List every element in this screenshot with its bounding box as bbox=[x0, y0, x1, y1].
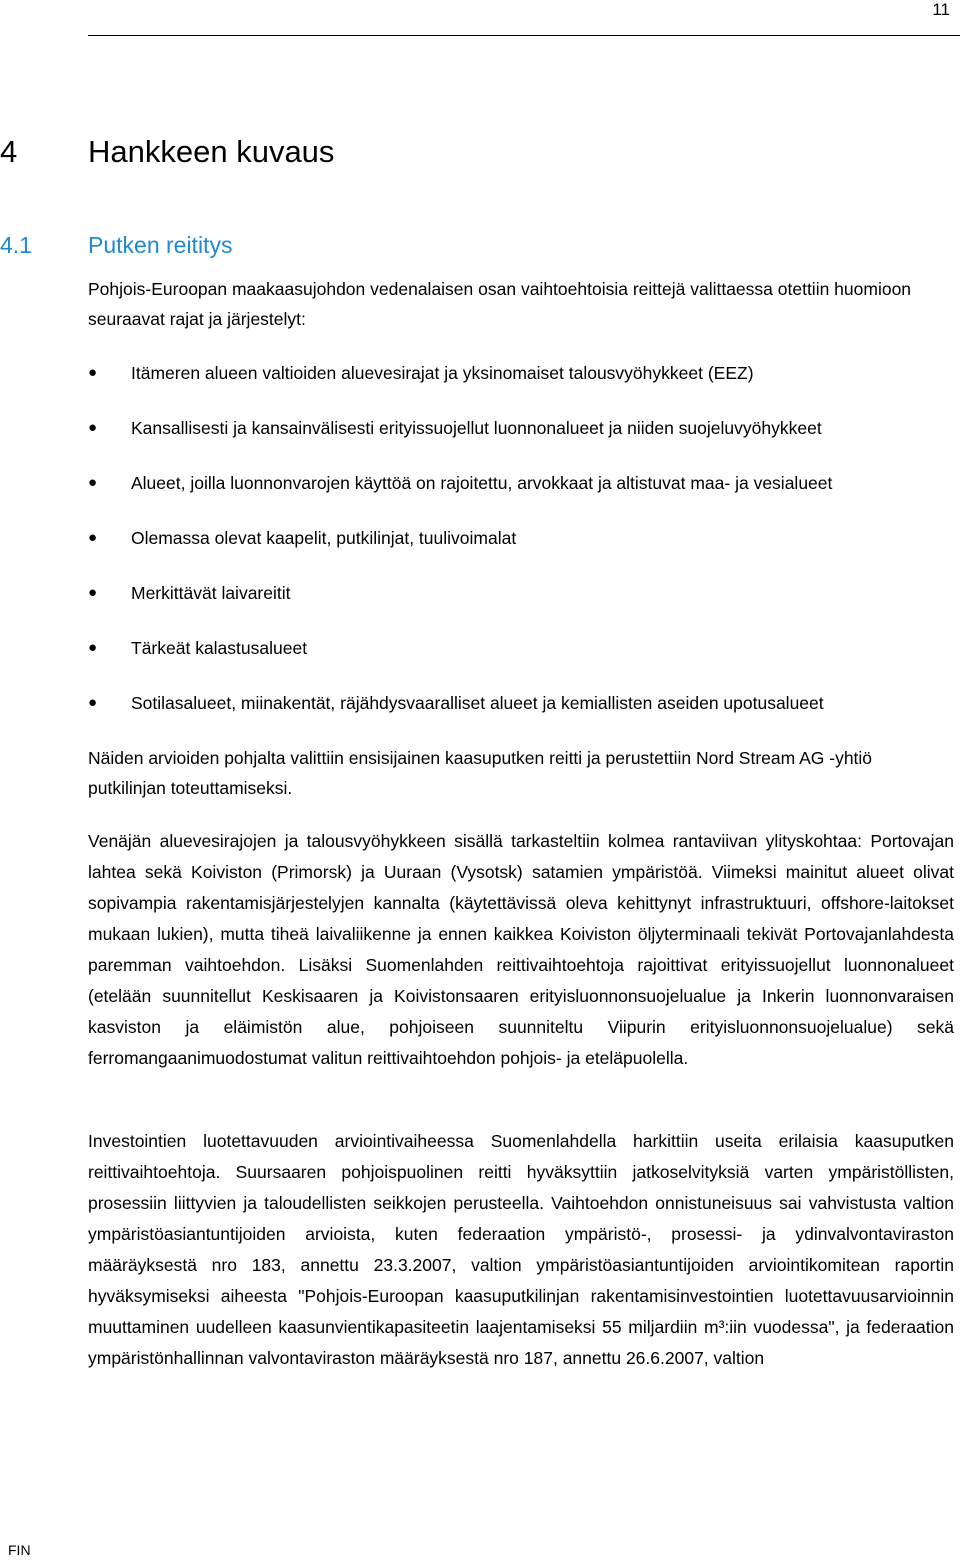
list-item-text: Itämeren alueen valtioiden aluevesirajat ja yksinomaiset talousvyöhykkeet (EEZ) bbox=[131, 363, 754, 383]
paragraph-text: Investointien luotettavuuden arviointivaiheessa Suomenlahdella harkittiin useita erilaisia kaasuputken reittivaihtoehtoja. Suursaaren pohjoispuolinen reitti hyväksyttiin jatkoselvityksiä varten ympäristöllisten, prosessiin liittyvien ja taloudellisten seikkojen perusteella. Vaihtoehdon onnistuneisuus sai vahvistusta valtion ympäristöasiantuntijoiden arvioista, kuten federaation ympäristö-, prosessi- ja ydinvalvontaviraston määräyksestä nro 183, annettu 23.3.2007, valtion ympäristöasiantuntijoiden arviointikomitean raportin hyväksymiseksi aiheesta "Pohjois-Euroopan kaasuputkilinjan rakentamisinvestointien luotettavuusarvioinnin muuttaminen uudelleen kaasunvientikapasiteetin laajentamiseksi 55 miljardiin m³:iin vuodessa", ja federaation ympäristönhallinnan valvontaviraston määräyksestä nro 187, annettu 26.6.2007, valtion bbox=[88, 1131, 954, 1368]
header-rule bbox=[88, 35, 960, 36]
list-item bbox=[88, 358, 960, 413]
footer-language-code: FIN bbox=[8, 1542, 31, 1558]
list-item-text: Olemassa olevat kaapelit, putkilinjat, tuulivoimalat bbox=[131, 528, 517, 548]
paragraph-russian-waters bbox=[88, 826, 954, 1074]
intro-paragraph bbox=[88, 274, 954, 334]
page-number: 11 bbox=[932, 0, 950, 19]
section-title: Putken reititys bbox=[88, 232, 233, 258]
list-item bbox=[88, 578, 960, 633]
bullet-icon: ● bbox=[88, 474, 98, 491]
list-item-text: Merkittävät laivareitit bbox=[131, 583, 291, 603]
paragraph-investment-assessment bbox=[88, 1126, 954, 1374]
section-heading bbox=[0, 230, 232, 260]
list-item bbox=[88, 633, 960, 688]
list-item-text: Tärkeät kalastusalueet bbox=[131, 638, 308, 658]
bullet-icon: ● bbox=[88, 364, 98, 381]
intro-text: Pohjois-Euroopan maakaasujohdon vedenalaisen osan vaihtoehtoisia reittejä valittaessa otettiin huomioon seuraavat rajat ja järjestelyt: bbox=[88, 279, 912, 329]
list-item bbox=[88, 688, 960, 743]
list-item bbox=[88, 468, 960, 523]
bullet-icon: ● bbox=[88, 419, 98, 436]
constraints-list bbox=[88, 358, 960, 743]
paragraph-text: Näiden arvioiden pohjalta valittiin ensisijainen kaasuputken reitti ja perustettiin Nord Stream AG -yhtiö putkilinjan toteuttamiseksi. bbox=[88, 748, 873, 798]
bullet-icon: ● bbox=[88, 584, 98, 601]
paragraph-text: Venäjän aluevesirajojen ja talousvyöhykkeen sisällä tarkasteltiin kolmea rantaviivan ylityskohtaa: Portovajan lahtea sekä Koiviston (Primorsk) ja Uuraan (Vysotsk) satamien ympäristöä. Viimeksi mainitut alueet olivat sopivampia rakentamisjärjestelyjen kannalta (käytettävissä oleva kehittynyt infrastruktuuri, offshore-laitokset mukaan lukien), mutta tiheä laivaliikenne ja ennen kaikkea Koiviston öljyterminaali tekivät Portovajanlahdesta paremman vaihtoehdon. Lisäksi Suomenlahden reittivaihtoehtoja rajoittivat erityissuojellut luonnonalueet (etelään suunnitellut Keskisaaren ja Koivistonsaaren erityisluonnonsuojelualue ja Inkerin luonnonvaraisen kasviston ja eläimistön alue, pohjoiseen suunniteltu Viipurin erityisluonnonsuojelualue) sekä ferromangaanimuodostumat valitun reittivaihtoehdon pohjois- ja eteläpuolella. bbox=[88, 831, 954, 1068]
list-item-text: Kansallisesti ja kansainvälisesti erityissuojellut luonnonalueet ja niiden suojeluvyöhykkeet bbox=[131, 418, 822, 438]
list-item bbox=[88, 523, 960, 578]
list-item-text: Alueet, joilla luonnonvarojen käyttöä on rajoitettu, arvokkaat ja altistuvat maa- ja vesialueet bbox=[131, 473, 833, 493]
section-number: 4.1 bbox=[0, 232, 32, 258]
list-item-text: Sotilasalueet, miinakentät, räjähdysvaaralliset alueet ja kemiallisten aseiden upotusalueet bbox=[131, 693, 824, 713]
bullet-icon: ● bbox=[88, 694, 98, 711]
list-item bbox=[88, 413, 960, 468]
bullet-icon: ● bbox=[88, 529, 98, 546]
chapter-number: 4 bbox=[0, 134, 18, 169]
bullet-icon: ● bbox=[88, 639, 98, 656]
paragraph-route-selection bbox=[88, 743, 954, 803]
chapter-title: Hankkeen kuvaus bbox=[88, 134, 335, 169]
chapter-heading bbox=[0, 133, 334, 171]
